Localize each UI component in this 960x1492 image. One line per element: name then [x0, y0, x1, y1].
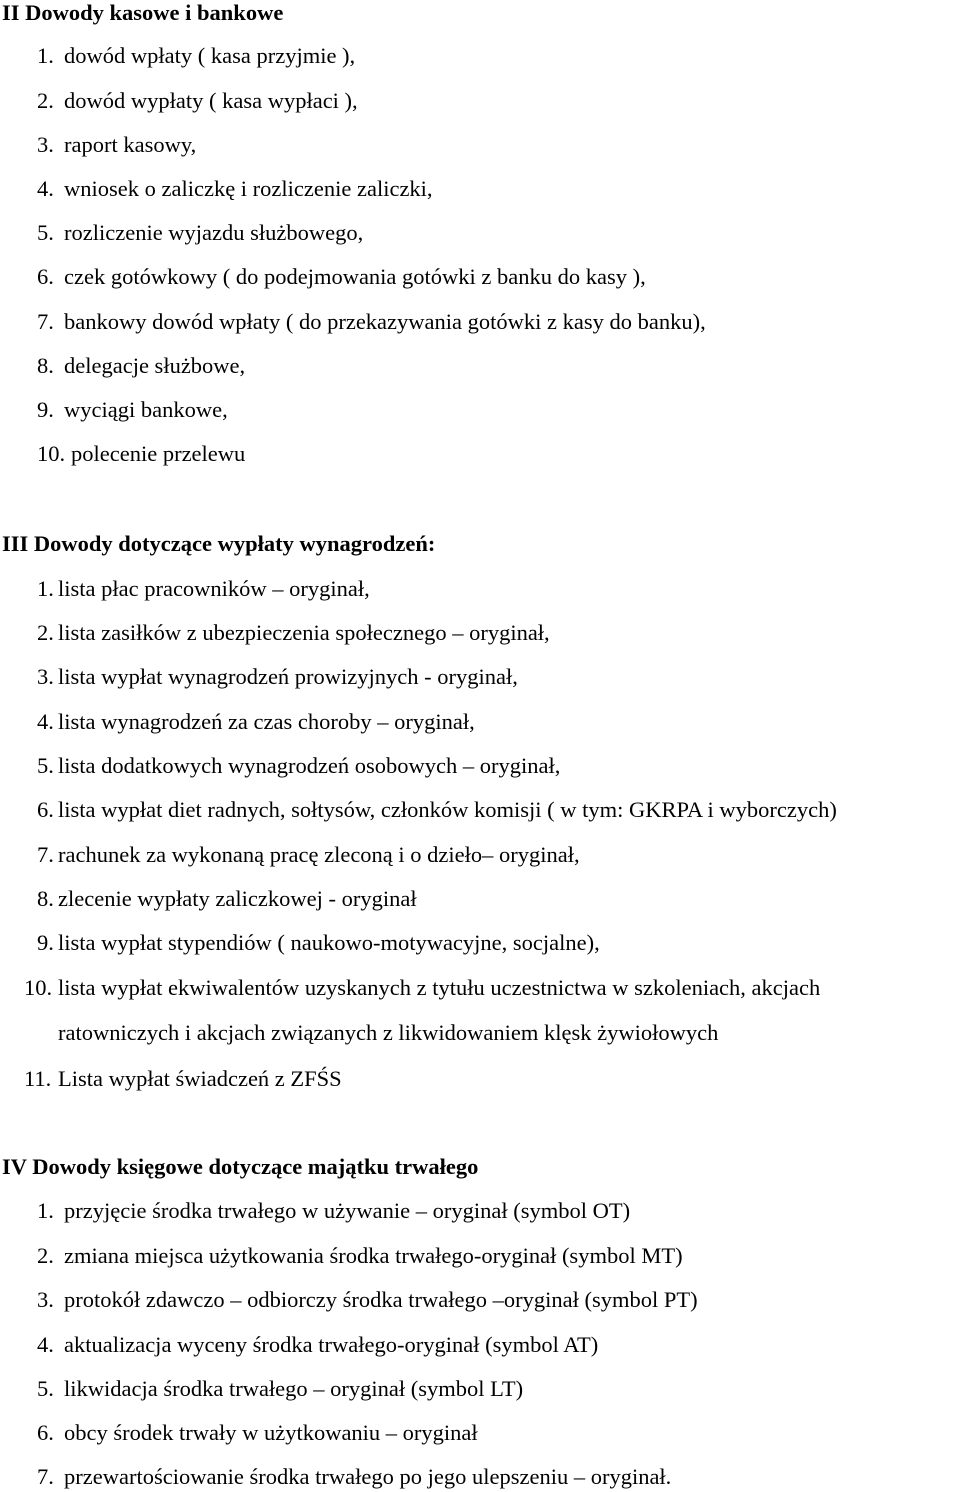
document-page: II Dowody kasowe i bankowe 1. dowód wpłaty ( kasa przyjmie ), 2. dowód wypłaty ( kasa wypłaci ), 3. raport kasowy, 4. wniosek o zaliczkę i rozliczenie zaliczki, 5. rozliczenie wyjazdu służbowego, 6. czek gotówkowy ( do podejmowania gotówki z banku do kasy ), 7. bankowy dowód wpłaty ( do przekazywania gotówki z kasy do banku), 8. delegacje służbowe, 9. wyciągi bankowe, 10. polecenie przelewu III Dowody dotyczące wypłaty wynagrodzeń: 1. lista płac pracowników – oryginał, 2. lista zasiłków z ubezpieczenia społecznego – oryginał, 3. lista wypłat wynagrodzeń prowizyjnych - oryginał, 4. lista wynagrodzeń za czas choroby – oryginał, 5. lista dodatkowych wynagrodzeń osobowych – oryginał, 6. lista wypłat diet radnych, sołtysów, członków komisji ( w tym: GKRPA i wyborczych) 7. rachunek za wykonaną pracę zleconą i o dzieło– oryginał, 8. zlecenie wypłaty zaliczkowej - oryginał 9. lista wypłat stypendiów ( naukowo-motywacyjne, socjalne), 10. lista wypłat ekwiwalentów uzyskanych z tytułu uczestnictwa w szkoleniach, akcjach ratowniczych i akcjach związanych z likwidowaniem klęsk żywiołowych 11. Lista wypłat świadczeń z ZFŚS IV Dowody księgowe dotyczące majątku trwałego 1. przyjęcie środka trwałego w używanie – oryginał (symbol OT) 2. zmiana miejsca użytkowania środka trwałego-oryginał (symbol MT) 3. protokół zdawczo – odbiorczy środka trwałego –oryginał (symbol PT) 4. aktualizacja wyceny środka trwałego-oryginał (symbol AT) 5. likwidacja środka trwałego – oryginał (symbol LT) 6. obcy środek trwały w użytkowaniu – oryginał 7. przewartościowanie środka trwałego po jego ulepszeniu – oryginał. [2, 0, 837, 1489]
section-heading-iv: IV Dowody księgowe dotyczące majątku trwałego [2, 1154, 479, 1179]
section-heading-iii: III Dowody dotyczące wypłaty wynagrodzeń: [2, 531, 436, 556]
section-heading-ii: II Dowody kasowe i bankowe [2, 0, 284, 25]
